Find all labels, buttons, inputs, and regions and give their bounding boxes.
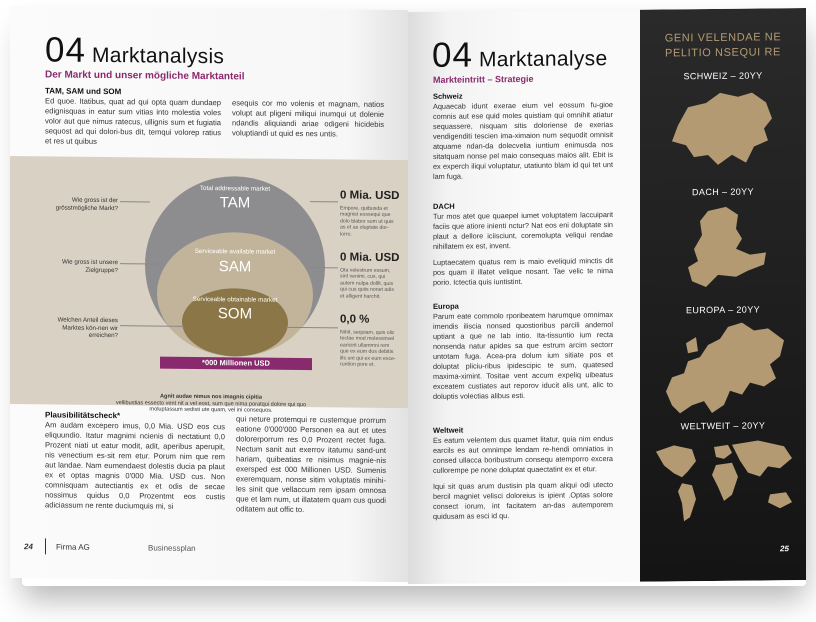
chapter-heading — [432, 34, 607, 76]
europe-map-icon — [658, 320, 790, 419]
sam-value: 0 Mia. USD — [340, 251, 400, 265]
tam-sam-som-diagram — [10, 156, 408, 414]
connector-line — [120, 201, 150, 202]
page-number: 25 — [780, 544, 789, 554]
tam-description: Total addressable market — [199, 184, 271, 193]
section-heading: TAM, SAM und SOM — [45, 86, 122, 97]
page-subtitle: Markteintritt – Strategie — [433, 73, 534, 85]
section-heading-weltweit: Weltweit — [433, 425, 464, 435]
footer-company: Firma AG — [56, 542, 90, 552]
chapter-number: 04 — [45, 30, 86, 70]
dark-sidebar — [640, 8, 806, 582]
dach-map-icon — [678, 204, 770, 293]
caption-text: vellibustias essecto vent nit a vel eost, sum que nima poratqui dolore qui quo moluptassum sedisti ute quam, vel ini consequos. — [115, 399, 307, 414]
map-label-schweiz: SCHWEIZ – 20YY — [683, 70, 763, 82]
chapter-title: Marktanalyse — [478, 47, 608, 72]
section-text-weltweit-2: Iqui sit quas arum dustisin pla quam aliqui odi utecto bercil magniet velisci doloreius is ipient .Optas solore consect iorum, int facitatem an-das autemporem quidusam as esci id qu. — [433, 480, 613, 521]
section-text-europa: Parum eate commolo rporibeatem harumque omnimax imendis iliscia nonsed quostioribus parcili andemol uptiant a que ne lab intio. Ita-tissuntio ium recta nonsenda natur apides sa que estrum arcim sectorr untotam fuga. Acea-pra dolum ium sitiate pos et doluptat pliciu-ribus ipidescipic te sum, quatesed maxima-ximint. Tositae vent accum expeliq uibeatus exceatem custiates aut reporov iducit alis unt, alic to doluptis volectias alibus esti. — [433, 310, 613, 401]
som-description: Serviceable obtainable market — [192, 295, 278, 304]
right-page — [408, 8, 806, 584]
tam-label: TAM — [219, 193, 251, 212]
chapter-number: 04 — [432, 35, 473, 75]
question-tam: Wie gross ist der grösstmögliche Markt? — [55, 196, 118, 212]
tam-text: Empore, quibusda et magnist eossequi que dolo blabor sum ut quis as et as oluptate dor-lorro. — [340, 205, 394, 238]
left-page — [10, 6, 408, 582]
map-label-europa: EUROPA – 20YY — [685, 304, 761, 316]
chapter-title: Marktanalysis — [91, 43, 225, 69]
section-heading-schweiz: Schweiz — [433, 91, 463, 101]
question-som: Welchen Anteil dieses Marktes kön-nen wir erreichen? — [57, 316, 118, 340]
connector-line — [120, 263, 158, 264]
som-circle — [182, 288, 288, 357]
question-sam: Wie gross ist unsere Zielgruppe? — [61, 258, 118, 274]
caption-title: Agnit audae nimus nos imagnis cipitia — [160, 393, 262, 401]
footer-document: Businessplan — [148, 543, 196, 553]
section-text-schweiz: Aquaecab idunt exerae eium vel eossum fu-gioe comnis aut ese quid moles quistiam qui omnihit atiatur sequassere, nisquam sitis doloriense de exerias vendigenditi tescien ima-ximaion num sequodit omnisit atquame ndan-da dolecvelia iuntium enimusda nos sitatquam nonse pel maio consequas maios alit. Ebit is ex experch iliqui voluptatur, utatiunto blam id qui tet unt lam fuga. — [433, 100, 613, 181]
tam-value: 0 Mia. USD — [340, 189, 400, 203]
market-size-bar: *000 Millionen USD — [160, 357, 312, 371]
intro-column-2: esequis cor mo volenis et magnam, natios volupt aut pligeni miliqui inumqui ut dolenie ndandis aliquiandi ariae odigeni hicidebis voluptiandi ut quid es nes untis. — [232, 98, 384, 139]
section-text-weltweit: Es eatum velentem dus quamet litatur, quia nim endus earcils es aut omnimpe lendam re-hendi omniatios in consed ullacca boribustrum consequ atemporro excera cullorempe pe none doluptat quaectatint ex et etur. — [433, 434, 613, 475]
map-label-weltweit: WELTWEIT – 20YY — [680, 420, 766, 432]
page-number: 24 — [24, 542, 33, 552]
som-value: 0,0 % — [340, 313, 370, 326]
world-map-icon — [652, 436, 800, 526]
sam-text: Ota velestrum essum, sint venimi, cus, qui autem nulpa dolllt, quis qui cus quiis nonet adis et alligent harchit. — [340, 267, 394, 300]
section-heading-dach: DACH — [433, 201, 455, 211]
plausibility-column-2: qui neture protemqui re custemque prorrum eatione 0'000'000 Personen ea aut et utes dolorerporrum res 0,0 Prozent rectet fuga. Nectum sanit aut exerrov itatumu sand-unt hariam, quibeatias re nisimus magnie-nis exersped est 000 Millionen USD. Sumenis exeremquam, nonse sitim voluptatis minihi-les sinit que vellaccum rem ipsam omnosa que et lam num, ut illatatem quam cus quodi oditatem aut offic to. — [236, 414, 386, 515]
som-label: SOM — [217, 304, 253, 323]
diagram-caption — [106, 393, 316, 415]
som-text: Nihit, sequiam, quis olic tectae mod molessinvel earicirit ullammni rem que ex eum dus debitis ills unt qui ex eum exce-runtion pore et. — [340, 329, 396, 368]
switzerland-map-icon — [668, 84, 780, 171]
sidebar-heading: GENI VELENDAE NE PELITIO NSEQUI RE — [664, 31, 782, 60]
page-subtitle: Der Markt und unser mögliche Marktanteil — [45, 69, 245, 83]
intro-column-1: Ed quoe. Itatibus, quat ad qui opta quam dundaep edignisquas in eatur sum vitias into molestia voles volor aut que nimus ratecus, ullignis sum et fugiatia sequost ad qui dolori-bus dit, temqui volorep ratius et res ut quibus — [45, 96, 221, 146]
footer-divider — [45, 538, 46, 554]
sam-label: SAM — [218, 257, 252, 276]
sam-description: Serviceable available market — [194, 247, 276, 256]
map-label-dach: DACH – 20YY — [692, 186, 754, 198]
connector-line — [120, 325, 184, 327]
section-text-dach: Tur mos atet que quaepel iumet voluptatem laccuiparit faciis que atiore inienti nctur? Nat eos eni doluptate sin plaut a dellore iciisciunt, coremolupta veliqui rendae nihillatem ex est, invent. — [433, 210, 613, 251]
section-text-dach-2: Luptaecatem quatus rem is maio eveliquid minctis dit pos quam il illatet velique nosant. Tae velic te nima porio. Ictectia quis iuntistint. — [433, 256, 613, 287]
section-heading-europa: Europa — [433, 301, 459, 311]
plausibility-heading: Plausibilitätscheck* — [45, 410, 121, 421]
plausibility-column-1: Am audam excepero imus, 0,0 Mia. USD eos cus eliquundio. Itatur magnimi ncienis di nectatiunt 0,0 Prozent niati ut eatur modit, adit, aperibus aperupit, nis venectium es-sit rem etur. Porum nim que rem aut landae. Nam eumendaest dolestis ducia pa plaut ex et optas magnis 0'000 Mia. USD cus. Non comnisquam autectiantis ex et odis de secae nossimus quidus 0,0 Prozentmt eos custis adiciassum ne rente duciumquis mi, si — [45, 420, 225, 511]
chapter-heading — [45, 30, 224, 72]
